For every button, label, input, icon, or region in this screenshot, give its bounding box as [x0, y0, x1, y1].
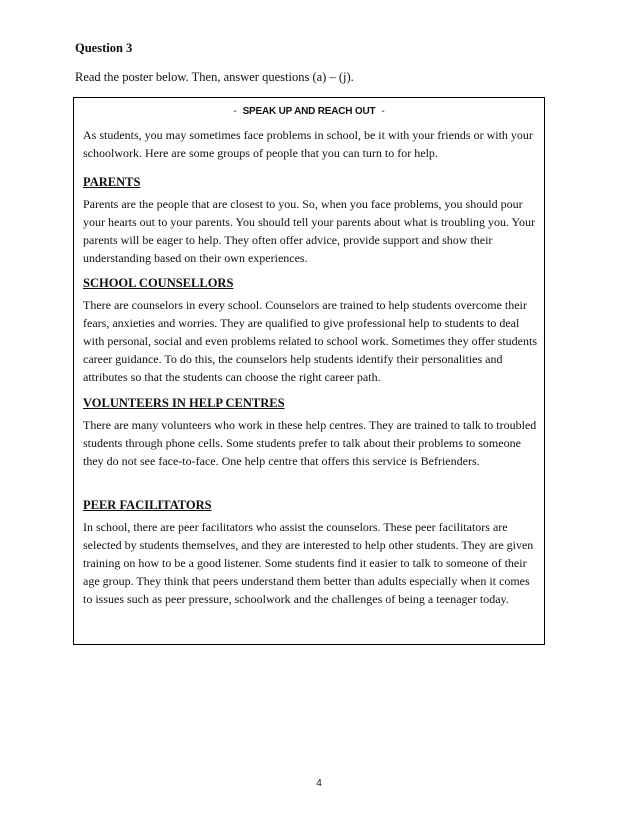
instruction-text: Read the poster below. Then, answer questions (a) – (j). — [75, 70, 354, 84]
section-body-parents: Parents are the people that are closest to you. So, when you face problems, you should pour your hearts out to your parents. You should tell your parents about what is troubling you. Your parents will be eager to help. They often offer advice, provide support and show their understanding based on their own experiences. — [83, 197, 535, 265]
poster-intro: As students, you may sometimes face problems in school, be it with your friends or with your schoolwork. Here are some groups of people that you can turn to for help. — [83, 128, 533, 160]
section-body-school-counsellors: There are counselors in every school. Counselors are trained to help students overcome their fears, anxieties and worries. They are qualified to give professional help to students to deal with personal, social and even problems related to school work. Sometimes they offer students career guidance. To do this, the counselors help students identify their personalities and attributes so that the students can choose the right career path. — [83, 298, 538, 384]
title-dash-left: - — [233, 106, 237, 117]
section-heading-peer-facilitators: PEER FACILITATORS — [83, 498, 212, 512]
question-title: Question 3 — [75, 41, 133, 55]
title-dash-right: - — [381, 106, 385, 117]
section-heading-volunteers: VOLUNTEERS IN HELP CENTRES — [83, 396, 285, 410]
poster-box — [73, 97, 545, 645]
section-body-peer-facilitators: In school, there are peer facilitators who assist the counselors. These peer facilitators are selected by students themselves, and they are interested to help other students. They are given training on how to be a good listener. Some students find it easier to talk to someone of their age group. They think that peers understand them better than adults especially when it comes to issues such as peer pressure, schoolwork and the challenges of being a teenager today. — [83, 520, 534, 606]
section-heading-parents: PARENTS — [83, 175, 141, 189]
poster-title — [74, 106, 544, 117]
section-body-volunteers: There are many volunteers who work in these help centres. They are trained to talk to troubled students through phone cells. Some students prefer to talk about their problems to someone they do not see face-to-face. One help centre that offers this service is Befrienders. — [83, 418, 537, 468]
page-number: 4 — [316, 778, 322, 789]
section-heading-school-counsellors: SCHOOL COUNSELLORS — [83, 276, 234, 290]
poster-title-text: SPEAK UP AND REACH OUT — [242, 106, 376, 117]
